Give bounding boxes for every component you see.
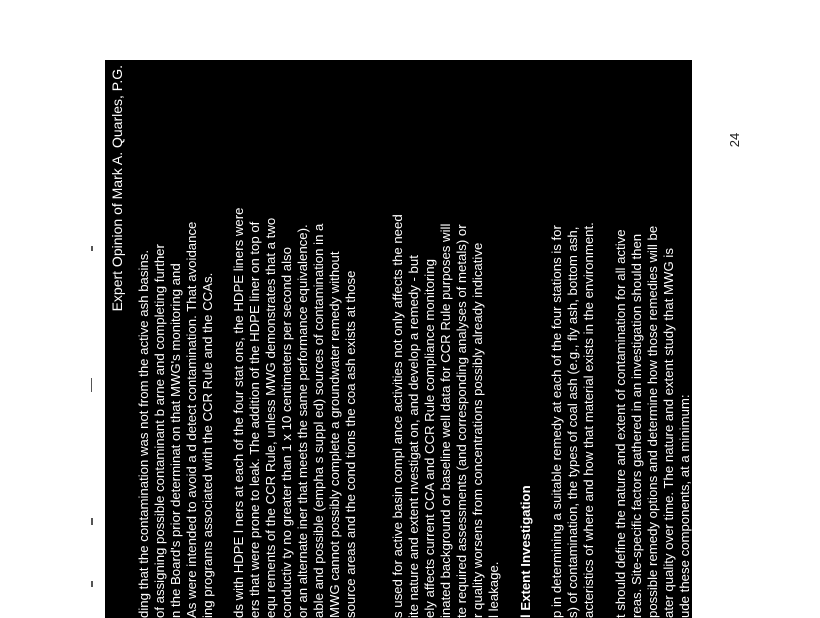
body-text-line: source areas and the cond tions the coa ash exists at those: [342, 270, 358, 618]
body-text-line: inated background or baseline well data for CCR Rule purposes will: [438, 223, 454, 618]
scan-mark: [91, 581, 93, 587]
body-text-line: As were intended to avoid a d detect contamination. That avoidance: [183, 221, 199, 618]
body-text-line: reas. Site-specific factors gathered in an investigation should then: [628, 233, 644, 618]
body-text-line: ely affects current CCA and CCR Rule compliance monitoring: [422, 259, 438, 618]
body-text-line: ent and post-remediation exposure routes that may potentially: [787, 256, 803, 618]
body-text-line: of assigning possible contaminant b arne and completing further: [151, 244, 167, 618]
page-number: 24: [727, 132, 742, 148]
body-text-line: ude these components, at a minimum:: [676, 394, 692, 618]
scan-mark: [91, 378, 92, 392]
body-text-line: degree of saturation of coal ash and connectivity to groundwater,: [740, 240, 756, 618]
body-text-line: s) of contamination, the types of coal ash (e.g., fly ash, bottom ash,: [565, 226, 581, 618]
body-text-line: te required assessments (and corresponding analyses of metals) or: [454, 224, 469, 618]
body-text-line: t should define the nature and extent of contamination for all active: [613, 229, 628, 618]
body-text-line: ater quality over time. The nature and extent study that MWG is: [660, 248, 676, 618]
body-text-line: MWG cannot possibly complete a groundwater remedy without: [326, 251, 342, 618]
body-text-line: conductiv ty no greater than 1 x 10 centimeters per second also: [279, 247, 295, 618]
body-text-line: ers that were prone to leak. The addition of the HDPE liner on top of: [247, 221, 263, 618]
body-text-line: alysis (horizontally and vertically) and the nature, direction,: [756, 275, 772, 618]
body-text-line: n the Board's prior determinat on that MWG's monitoring and: [167, 263, 183, 618]
scan-mark: [91, 246, 93, 251]
body-text-line: of contaminants,: [772, 521, 787, 618]
body-text-line: ding that the contamination was not from the active ash basins.: [136, 250, 151, 618]
body-text-line: ite nature and extent nvestigat on, and develop a remedy - but: [406, 255, 422, 618]
body-text-line: acteristics of where and how that material exists in the environment.: [581, 222, 597, 618]
body-text-line: rces and potential sources of contamination,: [724, 359, 740, 618]
body-text-line: r quality worsens from concentrations possibly already indicative: [469, 242, 485, 618]
body-text-line: equ rements of the CCR Rule, unless MWG demonstrates that a two: [263, 217, 279, 618]
body-text-line: l leakage.: [485, 561, 501, 618]
body-text-line: s used for active basin compl ance activities not only affects the need: [390, 214, 406, 618]
body-text-line: possible remedy options and determine how those remedies will be: [644, 225, 660, 618]
body-text-line: able and possible (empha s suppl ed) sources of contamination in a: [310, 223, 326, 618]
body-text-line: or an alternate iner that meets the same performance equivalence).: [295, 224, 310, 618]
body-text-line: field screening activities,: [708, 475, 724, 618]
body-text-line: ronmental receptors, and: [803, 471, 819, 618]
body-text-line: ds with HDPE l ners at each of the four stat ons, the HDPE liners were: [231, 207, 247, 618]
scan-mark: [91, 518, 93, 525]
body-text-line: p in determining a suitable remedy at each of the four stations is for: [549, 225, 565, 618]
document-header: Expert Opinion of Mark A. Quarles, P.G.: [109, 65, 125, 312]
section-heading: l Extent Investigation: [517, 485, 533, 618]
body-text-line: ing programs associated with the CCR Rule and the CCAs.: [199, 272, 215, 618]
